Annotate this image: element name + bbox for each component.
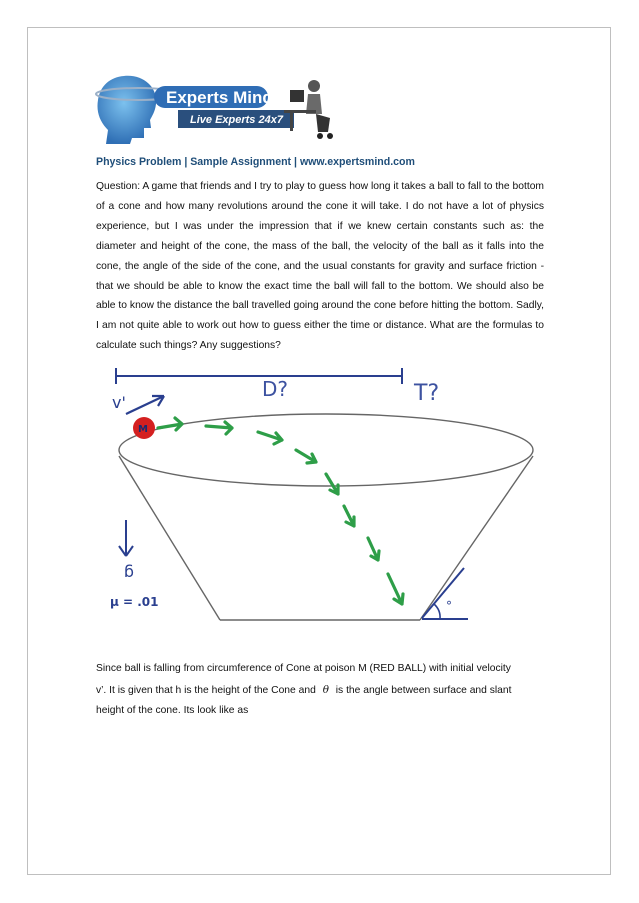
solution-line-2-before: v’. It is given that h is the height of the Cone and <box>96 684 316 696</box>
cone-diagram <box>96 362 558 632</box>
solution-paragraph <box>96 659 566 722</box>
expertsmind-logo <box>94 72 344 144</box>
solution-line-1: Since ball is falling from circumference of Cone at poison M (RED BALL) with initial velocity <box>96 663 511 674</box>
solution-line-3: height of the cone. Its look like as <box>96 705 249 716</box>
gravity-label: g <box>123 564 134 583</box>
velocity-label: v' <box>112 393 126 412</box>
theta-symbol: θ <box>322 683 329 696</box>
brand-tagline: Live Experts 24x7 <box>190 114 283 126</box>
question-paragraph: Question: A game that friends and I try to play to guess how long it takes a ball to fall to the bottom of a cone and how many revolutions around the cone it will take. I do not have a lot of physics experience, but I was under the impression that if we knew certain constants such as: the diameter and height of the cone, the mass of the ball, the velocity of the ball as it falls into the cone, the angle of the side of the cone, and the usual constants for gravity and surface friction - that we should be able to know the exact time the ball will fall to the bottom. We should also be able to know the distance the ball travelled going around the cone before hitting the bottom. Sadly, I am not quite able to work out how to guess either the time or distance. What are the formulas to calculate such things? Any suggestions? <box>96 181 544 352</box>
friction-label: μ = .01 <box>110 595 159 609</box>
page-title: Physics Problem | Sample Assignment | www.expertsmind.com <box>96 156 415 168</box>
solution-line-2 <box>96 680 566 702</box>
brand-name: Experts Mind <box>166 88 273 107</box>
solution-line-2-after: is the angle between surface and slant <box>335 684 512 696</box>
angle-line <box>422 568 464 618</box>
head-silhouette-icon <box>97 76 156 144</box>
person-at-computer-icon <box>284 80 333 139</box>
time-label: T? <box>414 381 440 406</box>
distance-label: D? <box>262 377 289 401</box>
angle-label: ° <box>446 599 452 613</box>
ball-label: M <box>138 424 148 435</box>
